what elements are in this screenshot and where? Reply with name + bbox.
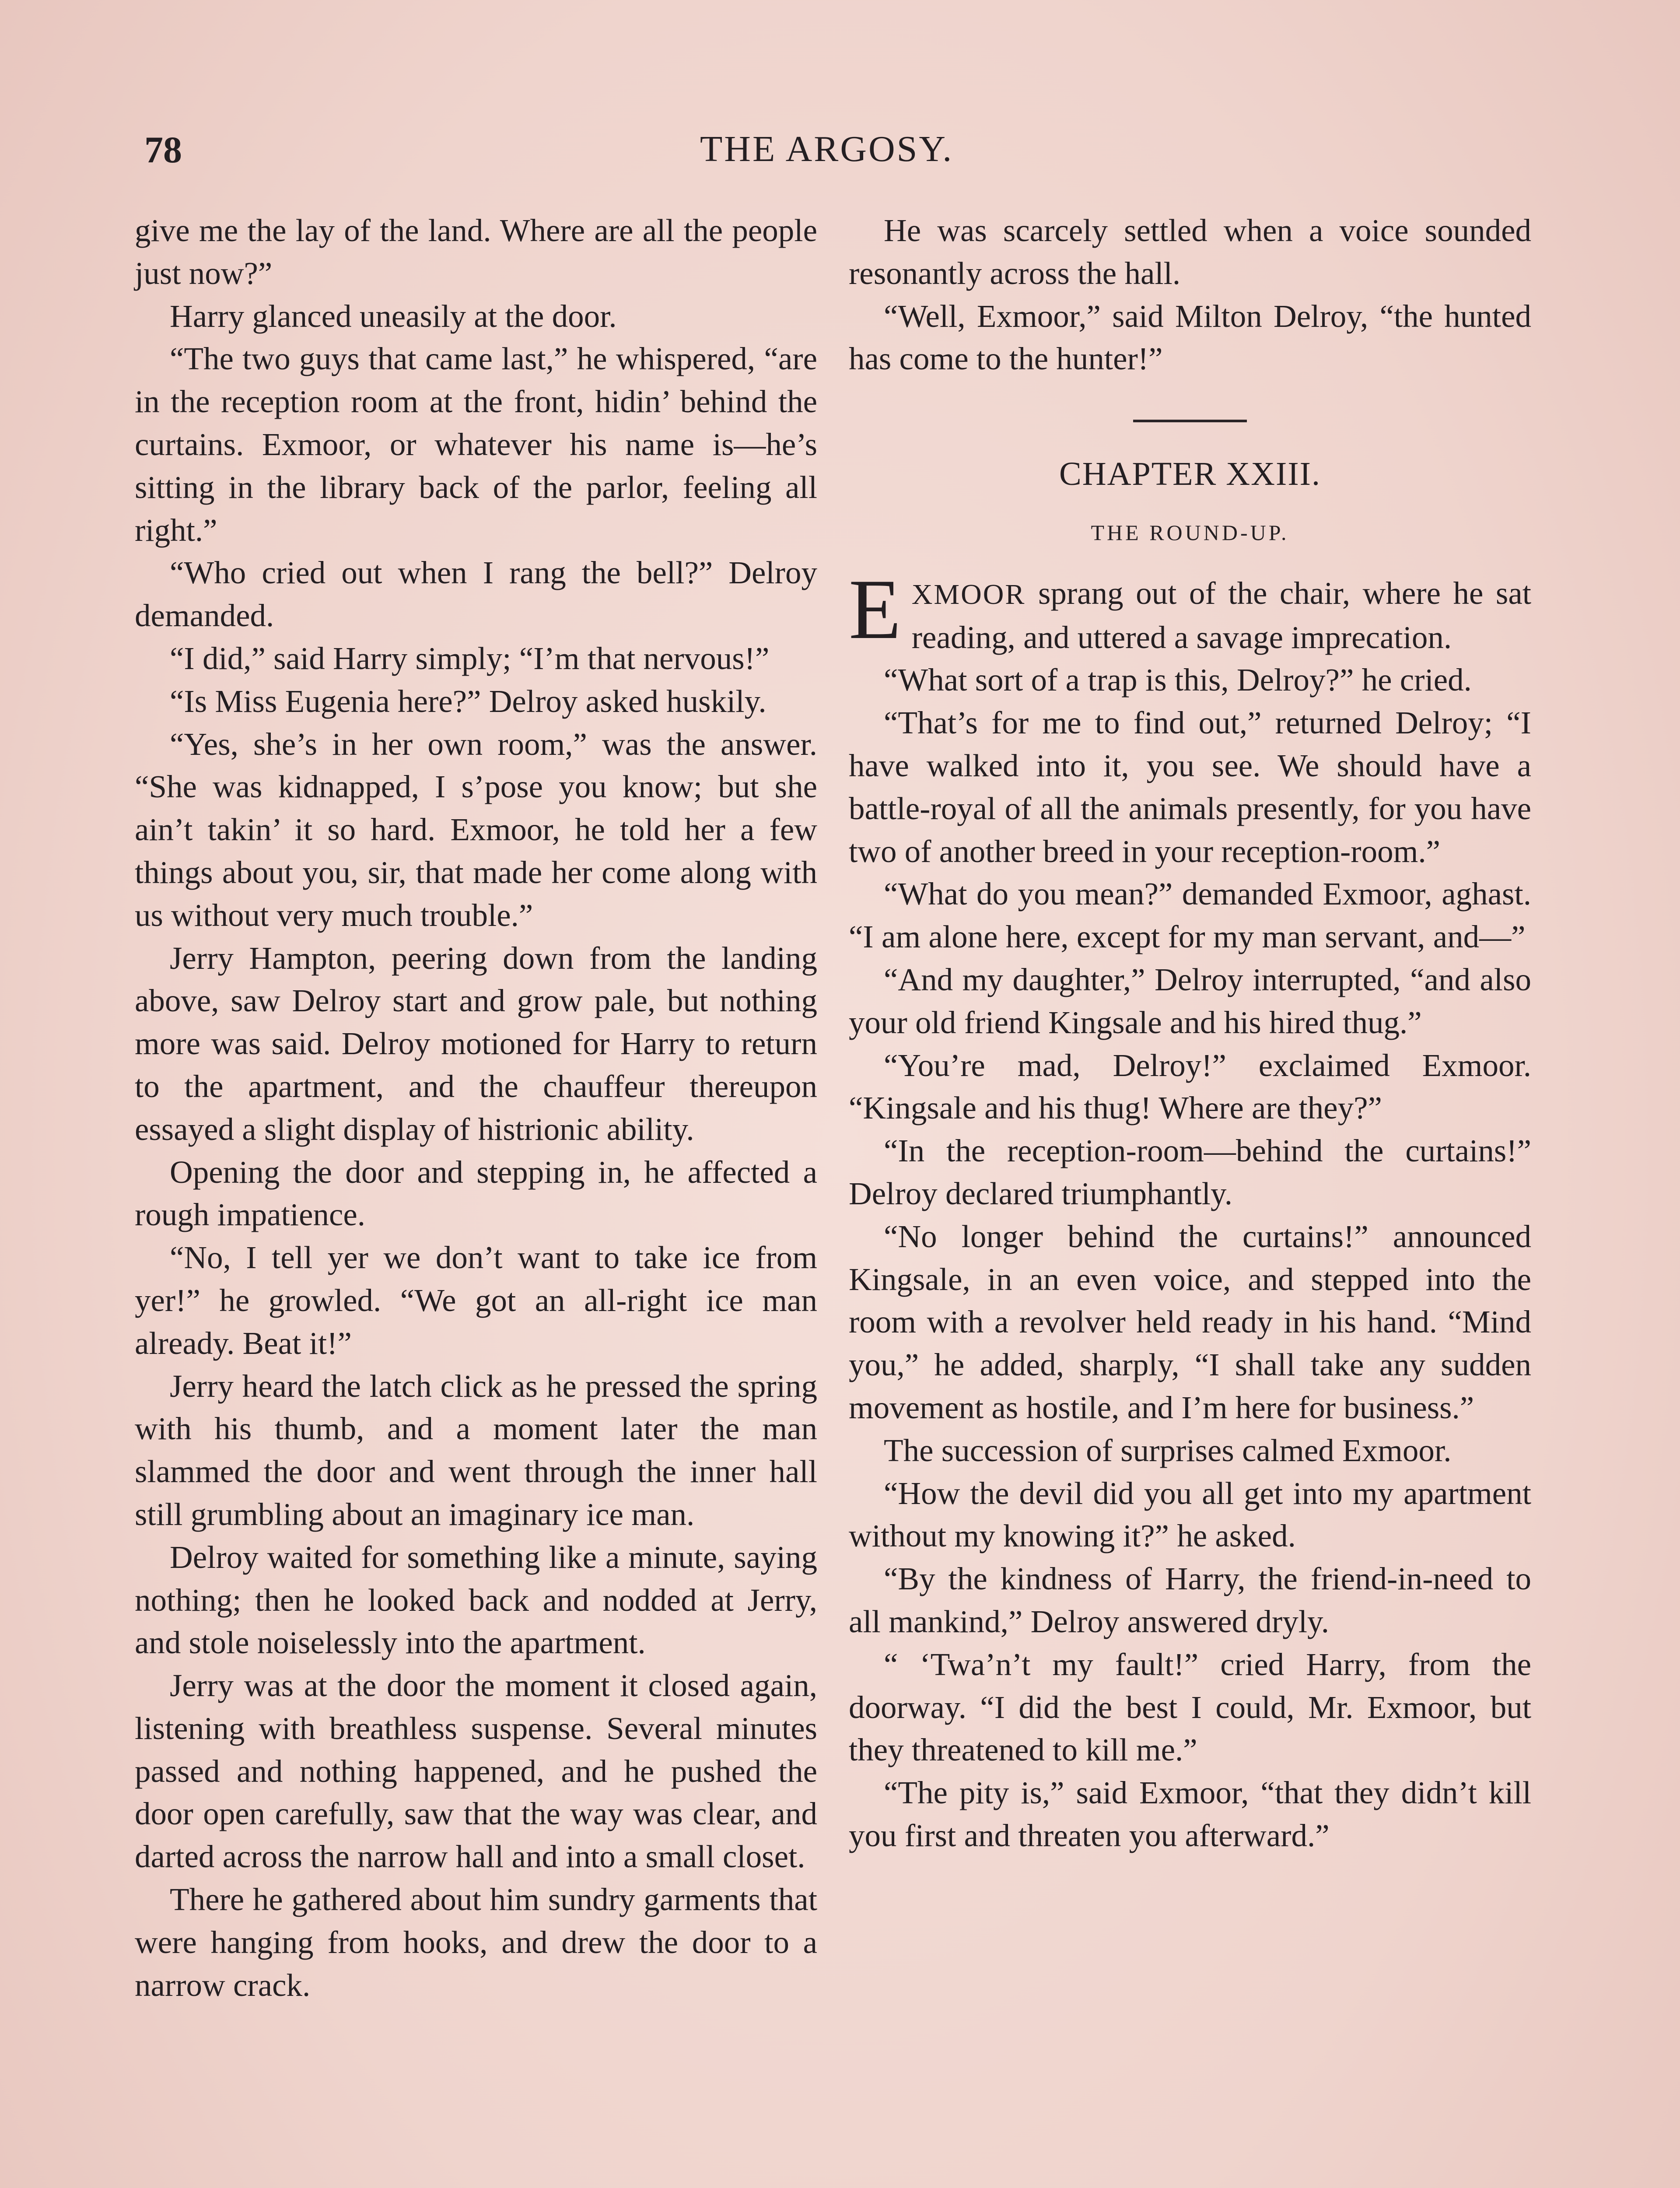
page-header (144, 128, 1553, 176)
paragraph: He was scarcely settled when a voice sounded resonantly across the hall. (849, 213, 1531, 291)
paragraph: “ ‘Twa’n’t my fault!” cried Harry, from the doorway. “I did the best I could, Mr. Exmoor, but they threatened to kill me.” (849, 1646, 1531, 1768)
paragraph: Delroy waited for something like a minute, saying nothing; then he looked back and nodded at Jerry, and stole noiselessly into the apartment. (135, 1539, 817, 1661)
paragraph: “No longer behind the curtains!” announced Kingsale, in an even voice, and stepped into the room with a revolver held ready in his hand. “Mind you,” he added, sharply, “I shall take any sudden movement as hostile, and I’m here for business.” (849, 1218, 1531, 1425)
paragraph: “The two guys that came last,” he whispered, “are in the reception room at the front, hidin’ behind the curtains. Exmoor, or whatever his name is—he’s sitting in the library back of the parlor, feeling all right.” (135, 341, 817, 548)
paragraph: Jerry was at the door the moment it closed again, listening with breathless suspense. Several minutes passed and nothing happened, and he pushed the door open carefully, saw that the way was clear, and darted across the narrow hall and into a small closet. (135, 1668, 817, 1875)
opening-smallcaps: XMOOR (911, 578, 1026, 610)
paragraph: “How the devil did you all get into my apartment without my knowing it?” he asked. (849, 1475, 1531, 1554)
paragraph: “Is Miss Eugenia here?” Delroy asked huskily. (170, 683, 766, 719)
section-divider (1133, 420, 1247, 422)
paragraph: “And my daughter,” Delroy interrupted, “and also your old friend Kingsale and his hired thug.” (849, 961, 1531, 1040)
paragraph: “You’re mad, Delroy!” exclaimed Exmoor. “Kingsale and his thug! Where are they?” (849, 1047, 1531, 1126)
paragraph: “Yes, she’s in her own room,” was the answer. “She was kidnapped, I s’pose you know; but she ain’t takin’ it so hard. Exmoor, he told her a few things about you, sir, that made her come along with us without very much trouble.” (135, 726, 817, 933)
paragraph: “The pity is,” said Exmoor, “that they didn’t kill you first and threaten you afterward.” (849, 1775, 1531, 1853)
paragraph: Opening the door and stepping in, he affected a rough impatience. (135, 1154, 817, 1233)
paragraph: “What sort of a trap is this, Delroy?” he cried. (884, 662, 1472, 698)
page-number: 78 (144, 129, 182, 171)
left-column (135, 209, 817, 2006)
chapter-subtitle: THE ROUND-UP. (1091, 520, 1289, 545)
paragraph: The succession of surprises calmed Exmoor. (884, 1432, 1452, 1468)
paragraph: “I did,” said Harry simply; “I’m that nervous!” (170, 640, 770, 676)
chapter-title: CHAPTER XXIII. (1059, 456, 1321, 493)
right-column (849, 209, 1531, 1857)
paragraph: “What do you mean?” demanded Exmoor, aghast. “I am alone here, except for my man servant, and—” (849, 876, 1531, 955)
paragraph: “By the kindness of Harry, the friend-in-need to all mankind,” Delroy answered dryly. (849, 1561, 1531, 1639)
paragraph: “Well, Exmoor,” said Milton Delroy, “the hunted has come to the hunter!” (849, 298, 1531, 377)
paragraph: “No, I tell yer we don’t want to take ice from yer!” he growled. “We got an all-right ice man already. Beat it!” (135, 1240, 817, 1361)
paragraph: “That’s for me to find out,” returned Delroy; “I have walked into it, you see. We should have a battle-royal of all the animals presently, for you have two of another breed in your reception-room.” (849, 705, 1531, 869)
paragraph: Jerry heard the latch click as he pressed the spring with his thumb, and a moment later the man slammed the door and went through the inner hall still grumbling about an imaginary ice man. (135, 1368, 817, 1532)
paragraph: Harry glanced uneasily at the door. (170, 298, 617, 334)
running-head: THE ARGOSY. (700, 129, 954, 169)
paragraph: “Who cried out when I rang the bell?” Delroy demanded. (135, 555, 817, 634)
opening-text: sprang out of the chair, where he sat reading, and uttered a savage imprecation. (911, 575, 1531, 655)
drop-cap: E (849, 561, 901, 657)
chapter-opening-paragraph (849, 561, 1531, 659)
paragraph: give me the lay of the land. Where are all the people just now?” (135, 213, 817, 291)
paragraph: “In the reception-room—behind the curtains!” Delroy declared triumphantly. (849, 1133, 1531, 1211)
paragraph: Jerry Hampton, peering down from the landing above, saw Delroy start and grow pale, but nothing more was said. Delroy motioned for Harry to return to the apartment, and the chauffeur thereupon essayed a slight display of histrionic ability. (135, 940, 817, 1147)
paragraph: There he gathered about him sundry garments that were hanging from hooks, and drew the door to a narrow crack. (135, 1882, 817, 2003)
